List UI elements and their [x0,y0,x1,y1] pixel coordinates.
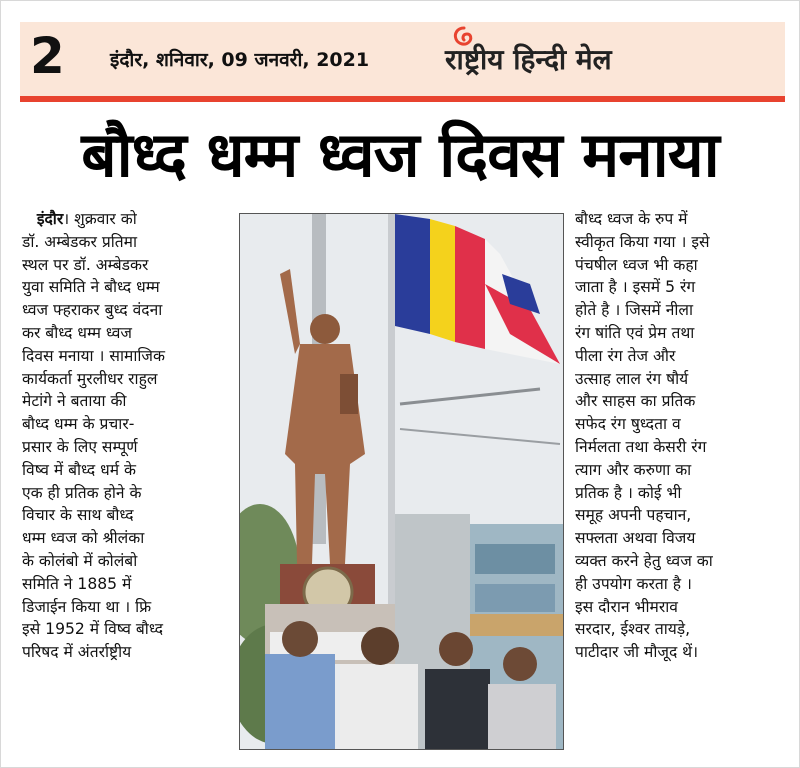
article-line: पीला रंग तेज और [575,346,676,365]
article-line: होते है । जिसमें नीला [575,301,694,320]
article-headline: बौध्द धम्म ध्वज दिवस मनाया [81,118,719,191]
article-line: पाटीदार जी मौजूद थें। [575,643,699,662]
article-line: डिजाईन किया था । फ्रि [22,597,152,616]
header-rule [20,96,785,102]
article-line: युवा समिति ने बौध्द धम्म [22,278,160,297]
article-line: एक ही प्रतिक होने के [22,483,142,502]
article-line: समिति ने 1885 में [22,574,132,593]
article-line: स्थल पर डॉ. अम्बेडकर [22,255,149,274]
article-line: निर्मलता तथा केसरी रंग [575,437,707,456]
header-dateline: इंदौर, शनिवार, 09 जनवरी, 2021 [110,49,370,71]
article-line: दिवस मनाया । सामाजिक [22,346,165,365]
article-left-column [22,208,237,664]
newspaper-brand: राष्ट्रीय हिन्दी मेल [445,43,612,76]
article-right-column [575,208,785,664]
article-line: और साहस का प्रतिक [575,392,696,411]
article-line: बौध्द धम्म के प्रचार- [22,415,135,434]
article-line: रंग षांति एवं प्रेम तथा [575,323,695,342]
page-number: 2 [30,27,65,85]
article-line: कर बौध्द धम्म ध्वज [22,323,132,342]
article-line: सफेद रंग षुध्दता व [575,415,681,434]
article-line: प्रतिक है । कोई भी [575,483,682,502]
article-line: विष्व में बौध्द धर्म के [22,460,136,479]
article-line: समूह अपनी पहचान, [575,506,692,525]
article-line: डॉ. अम्बेडकर प्रतिमा [22,232,137,251]
article-line: ही उपयोग करता है । [575,574,692,593]
article-line: जाता है । इसमें 5 रंग [575,278,696,297]
article-line: परिषद में अंतर्राष्ट्रीय [22,643,132,662]
article-line: इस दौरान भीमराव [575,597,678,616]
article-photo [239,213,564,750]
article-dateline-word: इंदौर [36,210,64,228]
article-line: धम्म ध्वज को श्रीलंका [22,529,145,548]
article-line: बौध्द ध्वज के रुप में [575,210,688,228]
article-line: सफ्लता अथवा विजय [575,529,696,548]
article-line: स्वीकृत किया गया । इसे [575,232,710,251]
article-line: कार्यकर्ता मुरलीधर राहुल [22,369,158,388]
article-line: इसे 1952 में विष्व बौध्द [22,620,163,639]
article-line: उत्साह लाल रंग षौर्य [575,369,689,388]
article-line: के कोलंबो में कोलंबो [22,551,138,570]
article-line: विचार के साथ बौध्द [22,506,134,525]
article-line: प्रसार के लिए सम्पूर्ण [22,437,138,456]
article-line-text: । शुक्रवार को [63,210,137,228]
article-line: पंचषील ध्वज भी कहा [575,255,698,274]
article-line: मेटांगे ने बताया की [22,392,127,411]
article-line: ध्वज फ्हराकर बुध्द वंदना [22,301,163,320]
article-line [22,208,237,231]
article-line: व्यक्त करने हेतु ध्वज का [575,551,713,570]
article-line: त्याग और करुणा का [575,460,692,479]
article-line: सरदार, ईश्वर तायड़े, [575,620,691,639]
